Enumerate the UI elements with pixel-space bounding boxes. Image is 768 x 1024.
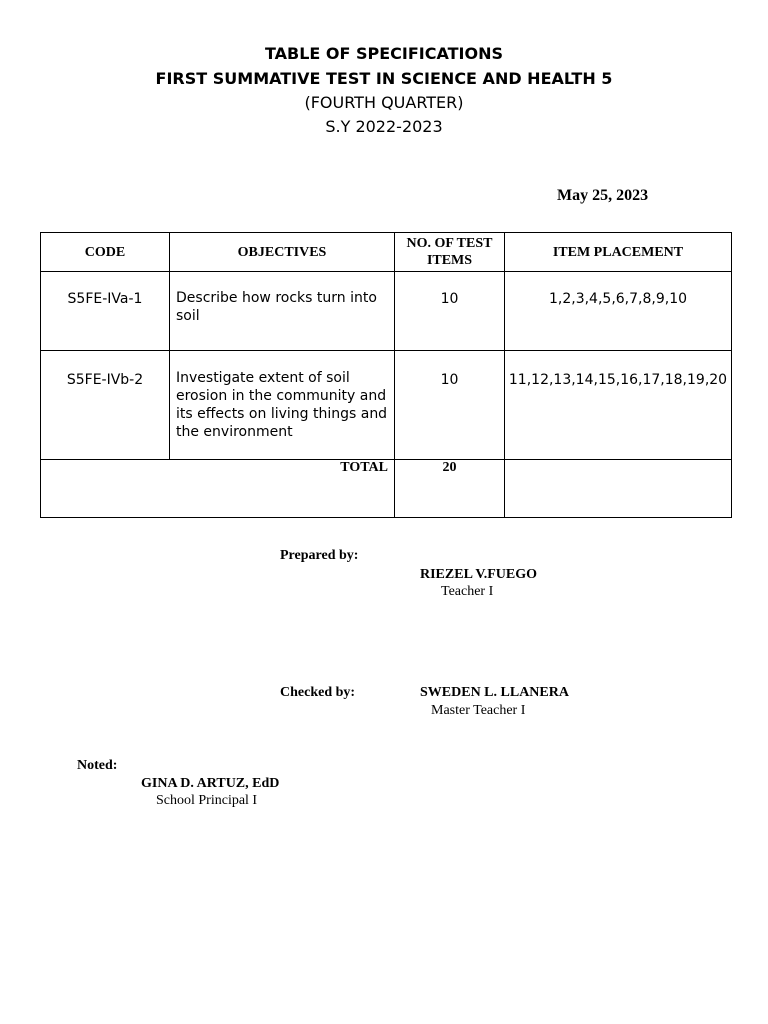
row-item-count: 10: [395, 272, 505, 351]
row-code: S5FE-IVb-2: [41, 351, 170, 460]
total-label: TOTAL: [41, 460, 395, 518]
row-objective: Describe how rocks turn into soil: [170, 272, 395, 351]
document-date: May 25, 2023: [557, 187, 649, 204]
header-objectives: OBJECTIVES: [170, 233, 395, 272]
row-item-placement: 11,12,13,14,15,16,17,18,19,20: [505, 351, 732, 460]
checked-by-title: Master Teacher I: [431, 703, 526, 718]
header-item-placement: ITEM PLACEMENT: [505, 233, 732, 272]
table-row: [41, 272, 732, 351]
specifications-table: [40, 232, 732, 518]
document-subtitle: FIRST SUMMATIVE TEST IN SCIENCE AND HEALTH 5: [155, 69, 613, 88]
document-title: TABLE OF SPECIFICATIONS: [264, 44, 504, 63]
noted-by-title: School Principal I: [156, 793, 258, 808]
prepared-by-title: Teacher I: [441, 584, 494, 599]
checked-by-name: SWEDEN L. LLANERA: [420, 685, 569, 700]
prepared-by-label: Prepared by:: [280, 548, 359, 563]
noted-by-name: GINA D. ARTUZ, EdD: [141, 776, 280, 791]
row-item-placement: 1,2,3,4,5,6,7,8,9,10: [505, 272, 732, 351]
noted-label: Noted:: [77, 758, 118, 773]
quarter-label: (FOURTH QUARTER): [304, 93, 464, 112]
school-year-label: S.Y 2022-2023: [325, 117, 443, 136]
table-row: [41, 351, 732, 460]
header-test-items: NO. OF TEST ITEMS: [395, 233, 505, 272]
header-code: CODE: [41, 233, 170, 272]
row-code: S5FE-IVa-1: [41, 272, 170, 351]
prepared-by-name: RIEZEL V.FUEGO: [420, 567, 537, 582]
total-value: 20: [395, 460, 505, 518]
checked-by-label: Checked by:: [280, 685, 356, 700]
total-row: [41, 460, 732, 518]
total-placement-empty: [505, 460, 732, 518]
row-item-count: 10: [395, 351, 505, 460]
table-header-row: [41, 233, 732, 272]
row-objective: Investigate extent of soil erosion in the community and its effects on living things and the environment: [170, 351, 395, 460]
